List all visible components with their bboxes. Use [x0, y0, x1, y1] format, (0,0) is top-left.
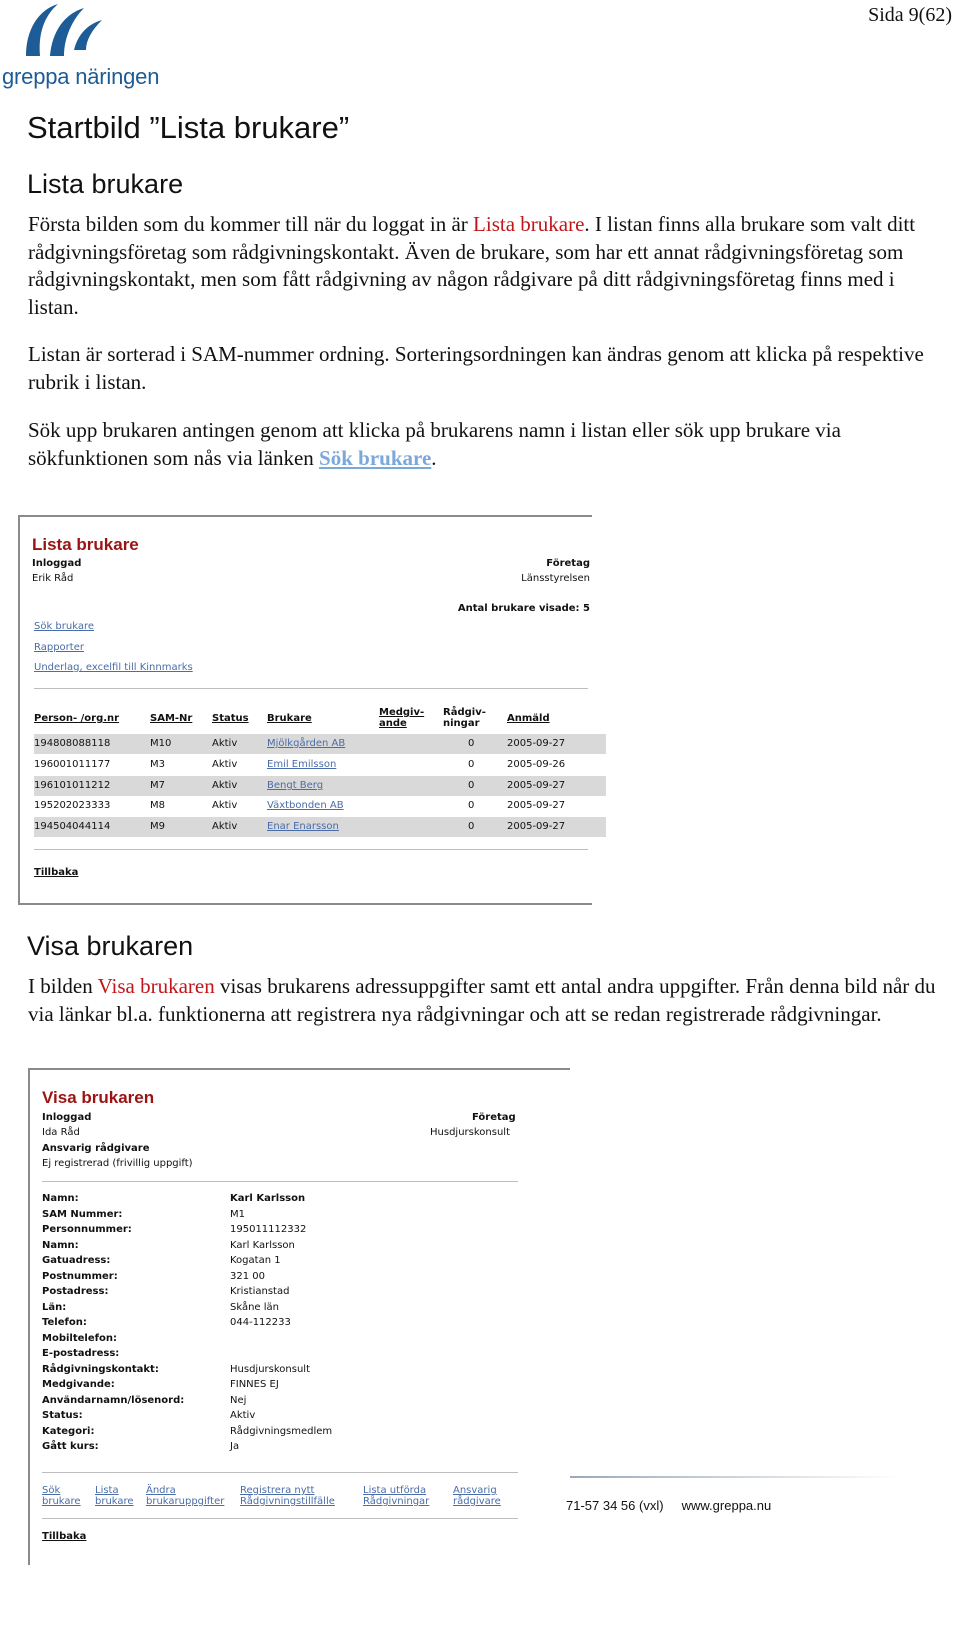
col-sam-nr[interactable]: SAM-Nr: [150, 713, 193, 724]
shot1-link-rapporter[interactable]: Rapporter: [34, 642, 84, 653]
shot2-ansvarig-value: Ej registrerad (frivillig uppgift): [42, 1158, 193, 1169]
link-ansvarig-radgivare[interactable]: Ansvarig rådgivare: [453, 1485, 501, 1507]
field-label: Postnummer:: [42, 1271, 118, 1282]
field-label: Län:: [42, 1302, 67, 1313]
col-anmald[interactable]: Anmäld: [507, 713, 550, 724]
field-label: Mobiltelefon:: [42, 1333, 117, 1344]
col-radgivningar[interactable]: Rådgiv- ningar: [443, 707, 486, 729]
sok-brukare-link[interactable]: Sök brukare: [319, 445, 432, 470]
field-value: Karl Karlsson: [230, 1193, 306, 1204]
field-value: Ja: [230, 1441, 240, 1452]
link-sok-brukare[interactable]: Sök brukare: [42, 1485, 81, 1507]
field-value: 195011112332: [230, 1224, 307, 1235]
field-label: Gått kurs:: [42, 1441, 99, 1452]
shot1-foretag-label: Företag: [546, 558, 590, 569]
brukare-link[interactable]: Emil Emilsson: [267, 759, 337, 770]
field-label: Namn:: [42, 1193, 79, 1204]
link-andra-brukaruppgifter[interactable]: Ändra brukaruppgifter: [146, 1485, 225, 1507]
link-lista-brukare[interactable]: Lista brukare: [95, 1485, 134, 1507]
field-label: Postadress:: [42, 1286, 109, 1297]
field-label: E-postadress:: [42, 1348, 120, 1359]
field-label: Kategori:: [42, 1426, 95, 1437]
section-title: Startbild ”Lista brukare”: [27, 110, 350, 145]
footer-contact: 71-57 34 56 (vxl) www.greppa.nu: [566, 1498, 772, 1513]
col-medgivande[interactable]: Medgiv- ande: [379, 707, 425, 729]
lista-paragraph-1: Första bilden som du kommer till när du loggat in är Lista brukare. I listan finns alla brukare som valt ditt rådgivningsföretag som rådgivningskontakt. Även de brukare, som har ett annat rådgivningsföretag som rådgivningskontakt, men som fått rådgivning av någon rådgivare på ditt rådgivningsföretag finns med i listan.: [28, 212, 916, 319]
field-label: Telefon:: [42, 1317, 87, 1328]
shot1-title: Lista brukare: [32, 535, 139, 554]
field-label: Personnummer:: [42, 1224, 132, 1235]
footer-rule: [570, 1476, 900, 1478]
shot2-back-link[interactable]: Tillbaka: [42, 1531, 87, 1542]
table-row: 196101011212 M7 Aktiv Bengt Berg 0 2005-09-27: [34, 776, 606, 796]
brukare-link[interactable]: Enar Enarsson: [267, 821, 339, 832]
lista-brukare-highlight: Lista brukare: [473, 212, 585, 236]
field-value: Nej: [230, 1395, 247, 1406]
shot1-divider-2: [34, 849, 588, 850]
field-label: Gatuadress:: [42, 1255, 111, 1266]
visa-heading: Visa brukaren: [27, 931, 194, 961]
field-value: Rådgivningsmedlem: [230, 1426, 333, 1437]
col-status[interactable]: Status: [212, 713, 249, 724]
field-label: SAM Nummer:: [42, 1209, 123, 1220]
field-label: Rådgivningskontakt:: [42, 1364, 159, 1375]
lista-brukare-screenshot: [18, 515, 592, 905]
field-value: Skåne län: [230, 1302, 280, 1313]
greppa-logo-icon: [0, 0, 170, 70]
shot2-title: Visa brukaren: [42, 1088, 155, 1107]
shot2-inloggad-value: Ida Råd: [42, 1127, 80, 1138]
link-registrera-radgivning[interactable]: Registrera nytt Rådgivningstillfälle: [240, 1485, 335, 1507]
brand-name: greppa näringen: [2, 64, 160, 89]
shot2-ansvarig-label: Ansvarig rådgivare: [42, 1143, 150, 1154]
table-row: 196001011177 M3 Aktiv Emil Emilsson 0 2005-09-26: [34, 759, 566, 770]
shot1-inloggad-value: Erik Råd: [32, 573, 74, 584]
table-row: 195202023333 M8 Aktiv Växtbonden AB 0 2005-09-27: [34, 800, 566, 811]
field-value: FINNES EJ: [230, 1379, 279, 1390]
field-value: Karl Karlsson: [230, 1240, 295, 1251]
visa-paragraph: I bilden Visa brukaren visas brukarens adressuppgifter samt ett antal andra uppgifter. Från denna bild når du via länkar bl.a. funktionerna att registrera nya rådgivningar och att se redan registrerade rådgivningar.: [28, 974, 936, 1026]
field-value: M1: [230, 1209, 245, 1220]
table-row: 194808088118 M10 Aktiv Mjölkgården AB 0 2005-09-27: [34, 734, 606, 754]
shot2-divider-1: [42, 1181, 518, 1182]
brukare-link[interactable]: Bengt Berg: [267, 780, 324, 791]
table-row: 194504044114 M9 Aktiv Enar Enarsson 0 2005-09-27: [34, 817, 606, 837]
shot1-foretag-value: Länsstyrelsen: [521, 573, 590, 584]
field-value: Aktiv: [230, 1410, 256, 1421]
col-brukare[interactable]: Brukare: [267, 713, 312, 724]
col-person-orgnr[interactable]: Person- /org.nr: [34, 713, 120, 724]
shot1-inloggad-label: Inloggad: [32, 558, 82, 569]
field-label: Status:: [42, 1410, 83, 1421]
shot2-divider-2: [42, 1472, 518, 1473]
link-lista-radgivningar[interactable]: Lista utförda Rådgivningar: [363, 1485, 430, 1507]
field-value: 321 00: [230, 1271, 265, 1282]
shot2-foretag-value: Husdjurskonsult: [430, 1127, 510, 1138]
lista-paragraph-2: Listan är sorterad i SAM-nummer ordning. Sorteringsordningen kan ändras genom att klicka på respektive rubrik i listan.: [28, 342, 924, 394]
shot2-inloggad-label: Inloggad: [42, 1112, 92, 1123]
field-value: Kristianstad: [230, 1286, 290, 1297]
lista-heading: Lista brukare: [27, 169, 184, 199]
field-label: Användarnamn/lösenord:: [42, 1395, 185, 1406]
visa-brukaren-highlight: Visa brukaren: [97, 974, 215, 998]
visa-brukaren-screenshot: [28, 1068, 570, 1565]
shot2-divider-3: [42, 1518, 518, 1519]
shot1-link-sok-brukare[interactable]: Sök brukare: [34, 621, 95, 632]
shot1-antal-brukare: Antal brukare visade: 5: [457, 603, 590, 614]
brukare-link[interactable]: Mjölkgården AB: [267, 738, 346, 749]
lista-paragraph-3: Sök upp brukaren antingen genom att klicka på brukarens namn i listan eller sök upp brukare via sökfunktionen som nås via länken Sök brukare.: [28, 418, 841, 470]
field-label: Medgivande:: [42, 1379, 115, 1390]
field-label: Namn:: [42, 1240, 79, 1251]
field-value: 044-112233: [230, 1317, 291, 1328]
shot1-divider-1: [34, 688, 588, 689]
shot1-link-underlag[interactable]: Underlag, excelfil till Kinnmarks: [34, 662, 193, 673]
field-value: Husdjurskonsult: [230, 1364, 310, 1375]
page-number: Sida 9(62): [868, 4, 952, 26]
brukare-link[interactable]: Växtbonden AB: [267, 800, 344, 811]
shot1-back-link[interactable]: Tillbaka: [34, 867, 79, 878]
shot2-foretag-label: Företag: [472, 1112, 516, 1123]
field-value: Kogatan 1: [230, 1255, 281, 1266]
